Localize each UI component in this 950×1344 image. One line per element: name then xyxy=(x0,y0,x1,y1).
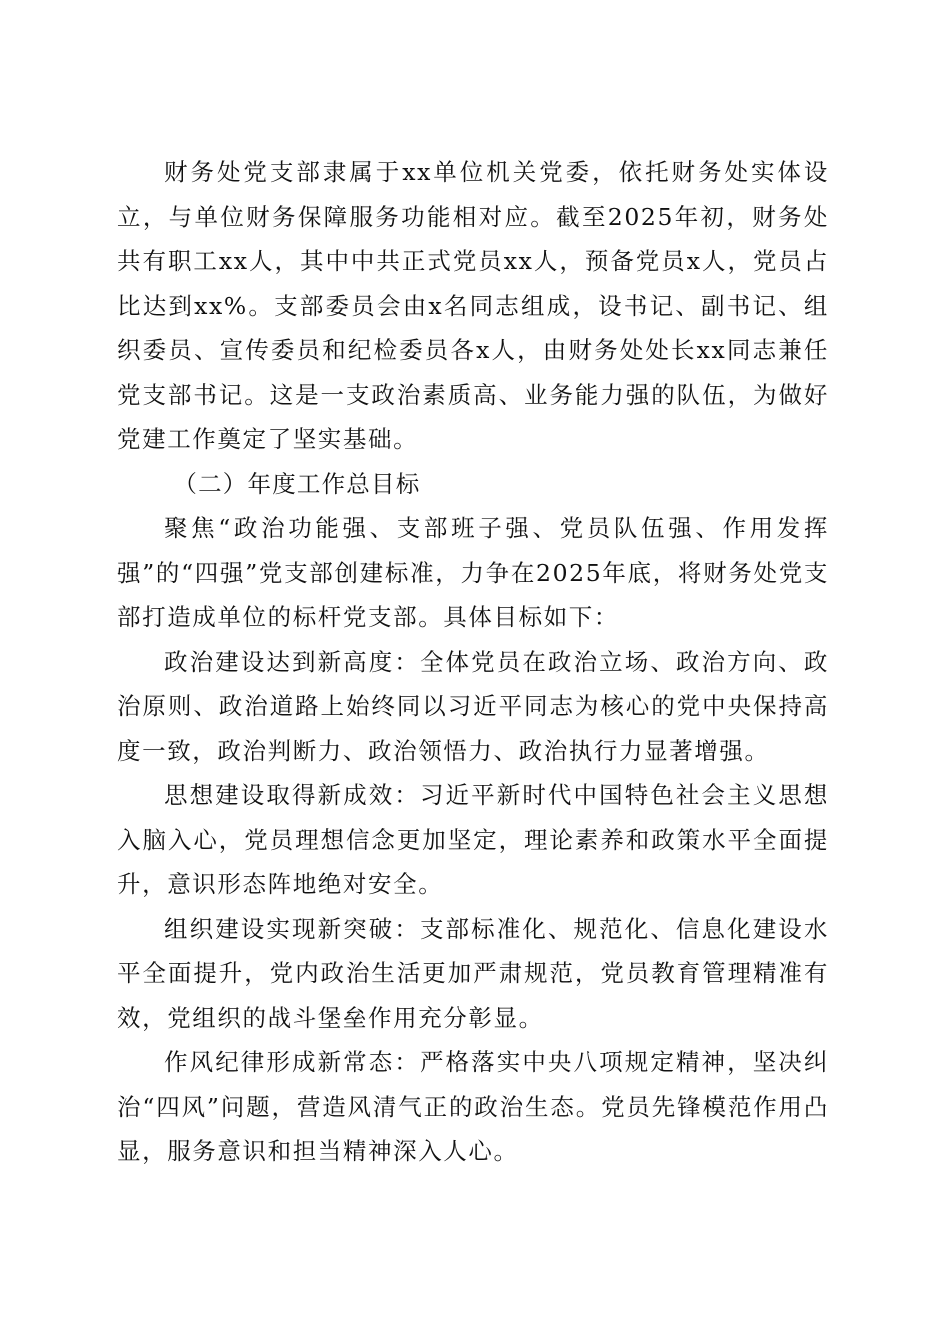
paragraph-political-building: 政治建设达到新高度：全体党员在政治立场、政治方向、政治原则、政治道路上始终同以习近平同志为核心的党中央保持高度一致，政治判断力、政治领悟力、政治执行力显著增强。 xyxy=(117,647,829,765)
document-body xyxy=(117,150,829,1174)
section-heading-annual-goal: （二）年度工作总目标 xyxy=(173,469,421,498)
paragraph-goal-summary: 聚焦“政治功能强、支部班子强、党员队伍强、作用发挥强”的“四强”党支部创建标准，力争在2025年底，将财务处党支部打造成单位的标杆党支部。具体目标如下： xyxy=(117,514,829,631)
paragraph-conduct-discipline: 作风纪律形成新常态：严格落实中央八项规定精神，坚决纠治“四风”问题，营造风清气正的政治生态。党员先锋模范作用凸显，服务意识和担当精神深入人心。 xyxy=(117,1048,829,1165)
paragraph-ideological-building: 思想建设取得新成效：习近平新时代中国特色社会主义思想入脑入心，党员理想信念更加坚定，理论素养和政策水平全面提升，意识形态阵地绝对安全。 xyxy=(117,781,829,898)
paragraph-branch-overview: 财务处党支部隶属于xx单位机关党委，依托财务处实体设立，与单位财务保障服务功能相对应。截至2025年初，财务处共有职工xx人，其中中共正式党员xx人，预备党员x人，党员占比达到xx%。支部委员会由x名同志组成，设书记、副书记、组织委员、宣传委员和纪检委员各x人，由财务处处长xx同志兼任党支部书记。这是一支政治素质高、业务能力强的队伍，为做好党建工作奠定了坚实基础。 xyxy=(117,158,829,453)
paragraph-organizational-building: 组织建设实现新突破：支部标准化、规范化、信息化建设水平全面提升，党内政治生活更加严肃规范，党员教育管理精准有效，党组织的战斗堡垒作用充分彰显。 xyxy=(117,914,829,1032)
